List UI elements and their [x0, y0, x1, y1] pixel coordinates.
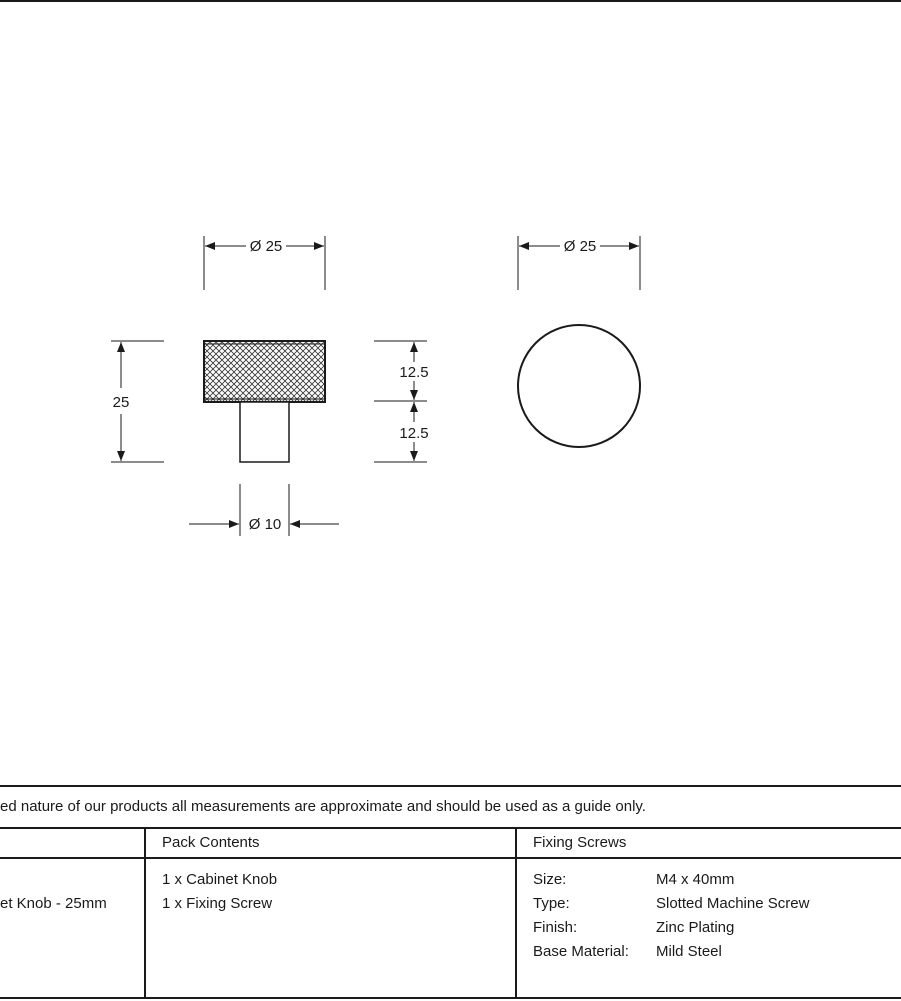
screw-spec-value: Zinc Plating [656, 919, 735, 936]
stem-height-label: 12.5 [399, 425, 429, 442]
fixing-screws-header: Fixing Screws [533, 834, 627, 851]
top-width-label: Ø 25 [249, 238, 283, 255]
title-block [0, 785, 901, 1001]
disclaimer-text: ed nature of our products all measurements are approximate and should be used as a guide only. [0, 798, 646, 815]
screw-spec-value: Mild Steel [656, 943, 722, 960]
top-view-diameter-label: Ø 25 [563, 238, 597, 255]
column-divider-2 [515, 827, 517, 999]
dimension-head-stem-heights [374, 341, 427, 462]
pack-contents-item: 1 x Cabinet Knob [162, 871, 278, 888]
title-block-top-border [0, 785, 901, 787]
pack-contents-item: 1 x Fixing Screw [162, 895, 273, 912]
screw-spec-label: Base Material: [533, 943, 629, 960]
knob-front-view [204, 341, 325, 462]
pack-contents-header: Pack Contents [162, 834, 260, 851]
disclaimer-divider [0, 827, 901, 829]
title-block-bottom-border [0, 997, 901, 999]
screw-spec-value: Slotted Machine Screw [656, 895, 810, 912]
stem-width-label: Ø 10 [248, 516, 282, 533]
screw-spec-label: Finish: [533, 919, 578, 936]
head-height-label: 12.5 [399, 364, 429, 381]
overall-height-label: 25 [112, 394, 130, 411]
screw-spec-label: Size: [533, 871, 567, 888]
knob-stem [240, 402, 289, 462]
knurled-head [204, 341, 325, 402]
screw-spec-label: Type: [533, 895, 570, 912]
screw-spec-value: M4 x 40mm [656, 871, 735, 888]
header-row-divider [0, 857, 901, 859]
column-divider-1 [144, 827, 146, 999]
knob-top-view [518, 325, 640, 447]
product-name: et Knob - 25mm [0, 895, 107, 912]
